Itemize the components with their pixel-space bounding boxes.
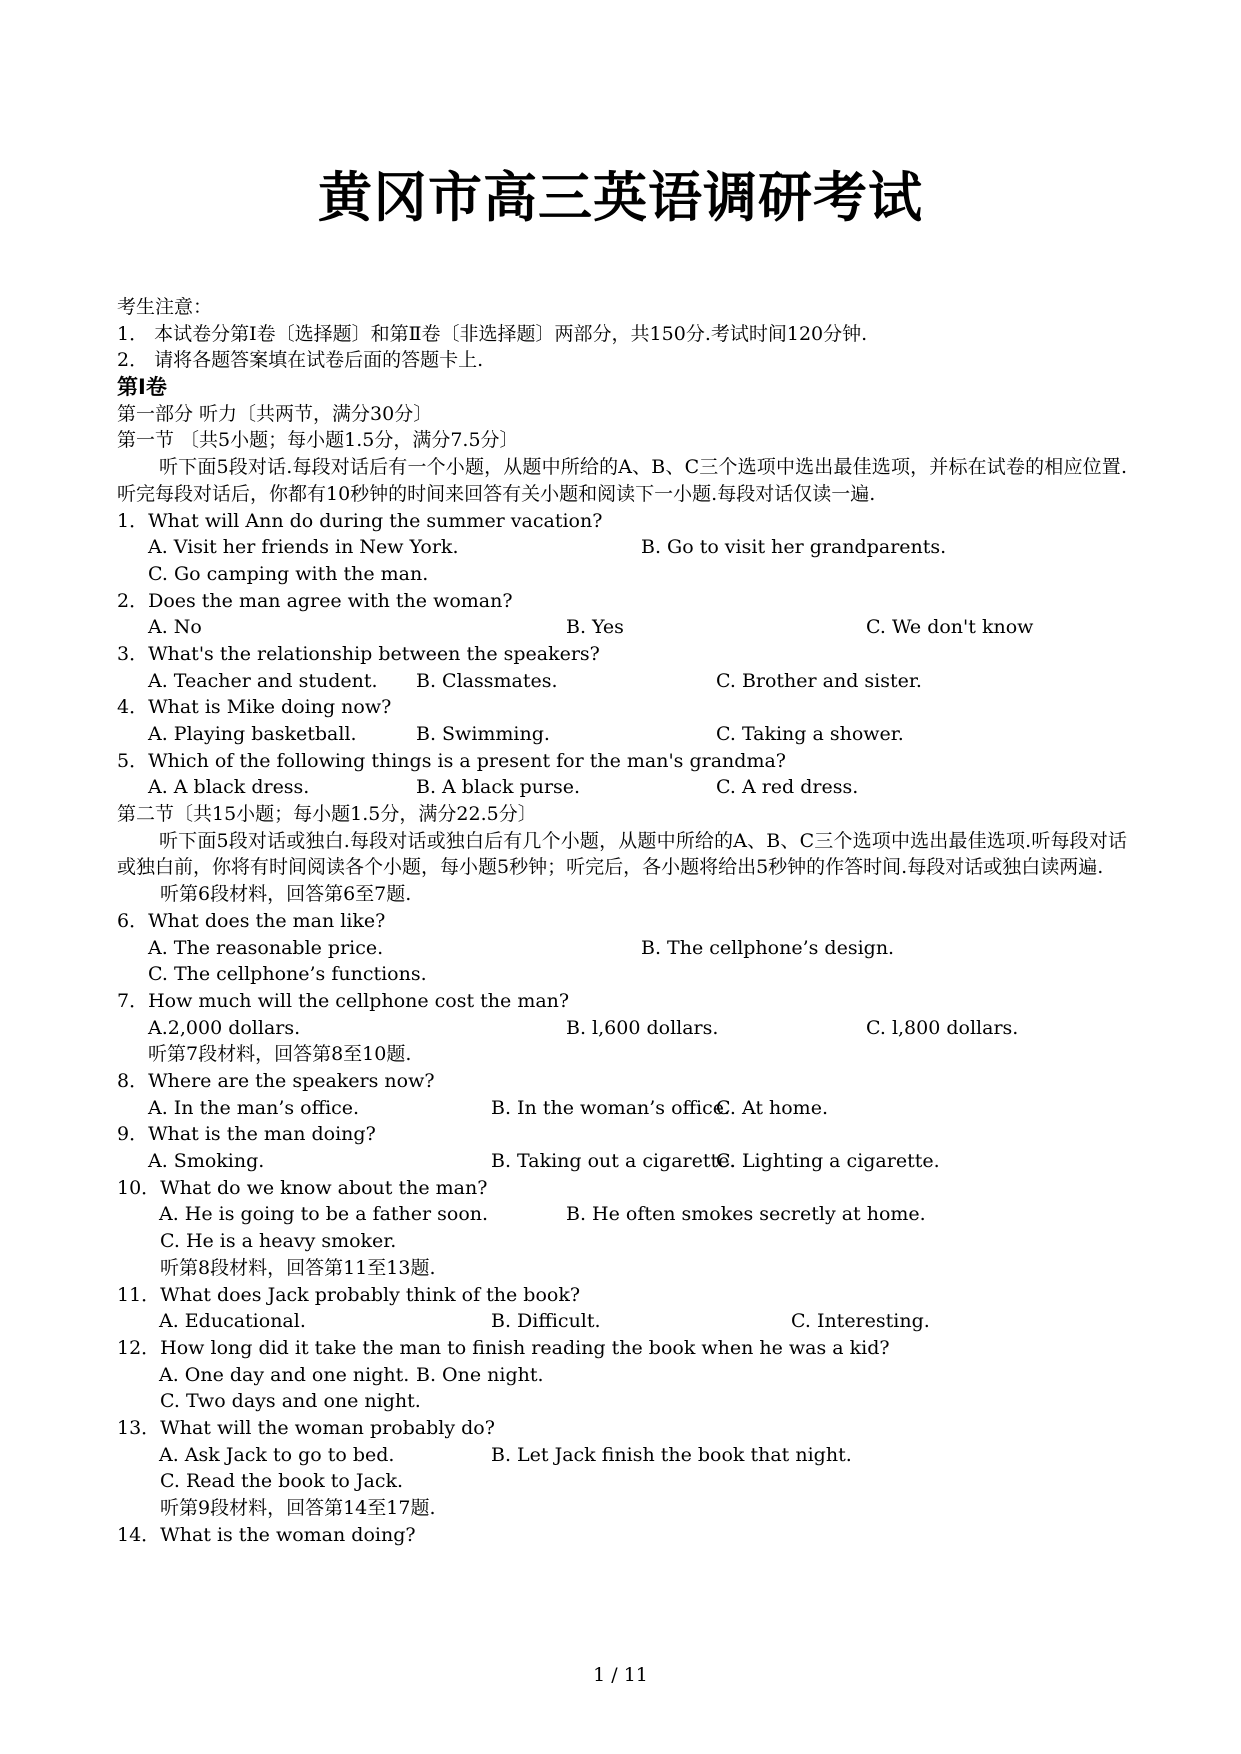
material-note: 听第7段材料，回答第8至10题. [148,1043,412,1066]
option-c: C. Lighting a cigarette. [716,1150,940,1173]
option-a: A. The reasonable price. [148,936,384,959]
question-stem: 13．What will the woman probably do? [117,1416,495,1439]
question-stem: 7．How much will the cellphone cost the man? [117,989,570,1012]
question-stem: 9．What is the man doing? [117,1123,376,1146]
option-row [117,721,1127,748]
option-row [117,1095,1127,1122]
option-b: B. One night. [416,1363,544,1386]
option-b: B. He often smokes secretly at home. [566,1203,926,1226]
page-number: 1 / 11 [593,1664,648,1686]
option-c: C. At home. [716,1096,828,1119]
option-c: C. He is a heavy smoker. [160,1230,397,1253]
option-a: A. In the man’s office. [148,1096,360,1119]
question-stem: 3．What's the relationship between the speakers? [117,642,600,665]
option-row [117,668,1127,695]
option-b: B. l,600 dollars. [566,1016,719,1039]
material-note: 听第6段材料，回答第6至7题. [160,883,412,906]
option-a: A. He is going to be a father soon. [159,1203,489,1226]
option-c: C. Go camping with the man. [148,562,429,585]
option-c: C. l,800 dollars. [866,1016,1019,1039]
option-row [117,614,1127,641]
option-row [117,935,1127,962]
option-a: A. One day and one night. [159,1363,410,1386]
option-a: A. Teacher and student. [148,669,378,692]
option-row [117,534,1127,561]
question-stem: 4．What is Mike doing now? [117,696,392,719]
option-c: C. Two days and one night. [160,1390,421,1413]
section-heading: 第一节 〔共5小题；每小题1.5分，满分7.5分〕 [117,429,519,452]
section-heading: 第二节〔共15小题；每小题1.5分，满分22.5分〕 [117,803,537,826]
option-b: B. Classmates. [416,669,558,692]
section-instruction: 听下面5段对话或独白.每段对话或独白后有几个小题，从题中所给的A、B、C三个选项中选出最佳选项.听每段对话或独白前，你将有时间阅读各个小题，每小题5秒钟；听完后，各小题将给出5秒钟的作答时间.每段对话或独白读两遍. [117,829,1127,879]
notice-item: 2． 请将各题答案填在试卷后面的答题卡上. [117,349,484,372]
section-instruction: 听下面5段对话.每段对话后有一个小题，从题中所给的A、B、C三个选项中选出最佳选项，并标在试卷的相应位置.听完每段对话后，你都有10秒钟的时间来回答有关小题和阅读下一小题.每段对话仅读一遍. [117,456,1127,505]
question-stem: 2．Does the man agree with the woman? [117,589,513,612]
option-row [117,1201,1127,1228]
material-note: 听第9段材料，回答第14至17题. [160,1497,436,1519]
option-a: A. Smoking. [148,1150,265,1173]
option-a: A. Ask Jack to go to bed. [159,1443,395,1466]
option-a: A. Playing basketball. [148,723,357,746]
option-a: A. Visit her friends in New York. [148,536,459,559]
exam-body [117,294,1127,1548]
option-b: B. Let Jack finish the book that night. [491,1443,852,1466]
option-c: C. A red dress. [716,776,859,799]
question-stem: 12．How long did it take the man to finish reading the book when he was a kid? [117,1336,890,1359]
question-stem: 6．What does the man like? [117,909,386,932]
option-a: A. No [148,616,202,639]
option-row [117,1308,1127,1335]
option-c: C. The cellphone’s functions. [148,963,427,986]
option-c: C. Read the book to Jack. [160,1470,404,1493]
option-c: C. Interesting. [791,1310,930,1333]
question-stem: 8．Where are the speakers now? [117,1070,435,1092]
exam-title: 黄冈市高三英语调研考试 [318,166,923,229]
option-row [117,1442,1127,1469]
part-heading: 第一部分 听力〔共两节，满分30分〕 [117,402,433,425]
option-b: B. The cellphone’s design. [641,936,895,959]
option-b: B. A black purse. [416,776,581,799]
question-stem: 10．What do we know about the man? [117,1176,488,1199]
option-row [117,1148,1127,1175]
option-a: A. A black dress. [148,776,310,799]
option-c: C. We don't know [866,616,1034,639]
option-c: C. Taking a shower. [716,723,904,746]
notice-item: 1． 本试卷分第Ⅰ卷〔选择题〕和第Ⅱ卷〔非选择题〕两部分，共150分.考试时间120分钟. [117,322,868,345]
material-note: 听第8段材料，回答第11至13题. [160,1256,436,1279]
question-stem: 5．Which of the following things is a present for the man's grandma? [117,749,786,772]
option-b: B. Difficult. [491,1310,601,1333]
question-stem: 1．What will Ann do during the summer vacation? [117,509,603,532]
option-b: B. Go to visit her grandparents. [641,536,947,559]
notice-heading: 考生注意： [117,296,213,318]
option-b: B. Yes [566,616,624,639]
question-stem: 11．What does Jack probably think of the book? [117,1283,581,1306]
volume-heading: 第Ⅰ卷 [117,375,167,400]
option-b: B. Swimming. [416,723,550,746]
option-row [117,1015,1127,1042]
question-stem: 14．What is the woman doing? [117,1523,416,1546]
option-row [117,774,1127,801]
option-a: A.2,000 dollars. [148,1016,301,1039]
option-c: C. Brother and sister. [716,669,922,692]
option-row [117,1362,1127,1389]
option-b: B. In the woman’s office. [491,1096,731,1119]
option-a: A. Educational. [159,1310,306,1333]
option-b: B. Taking out a cigarette. [491,1150,736,1173]
